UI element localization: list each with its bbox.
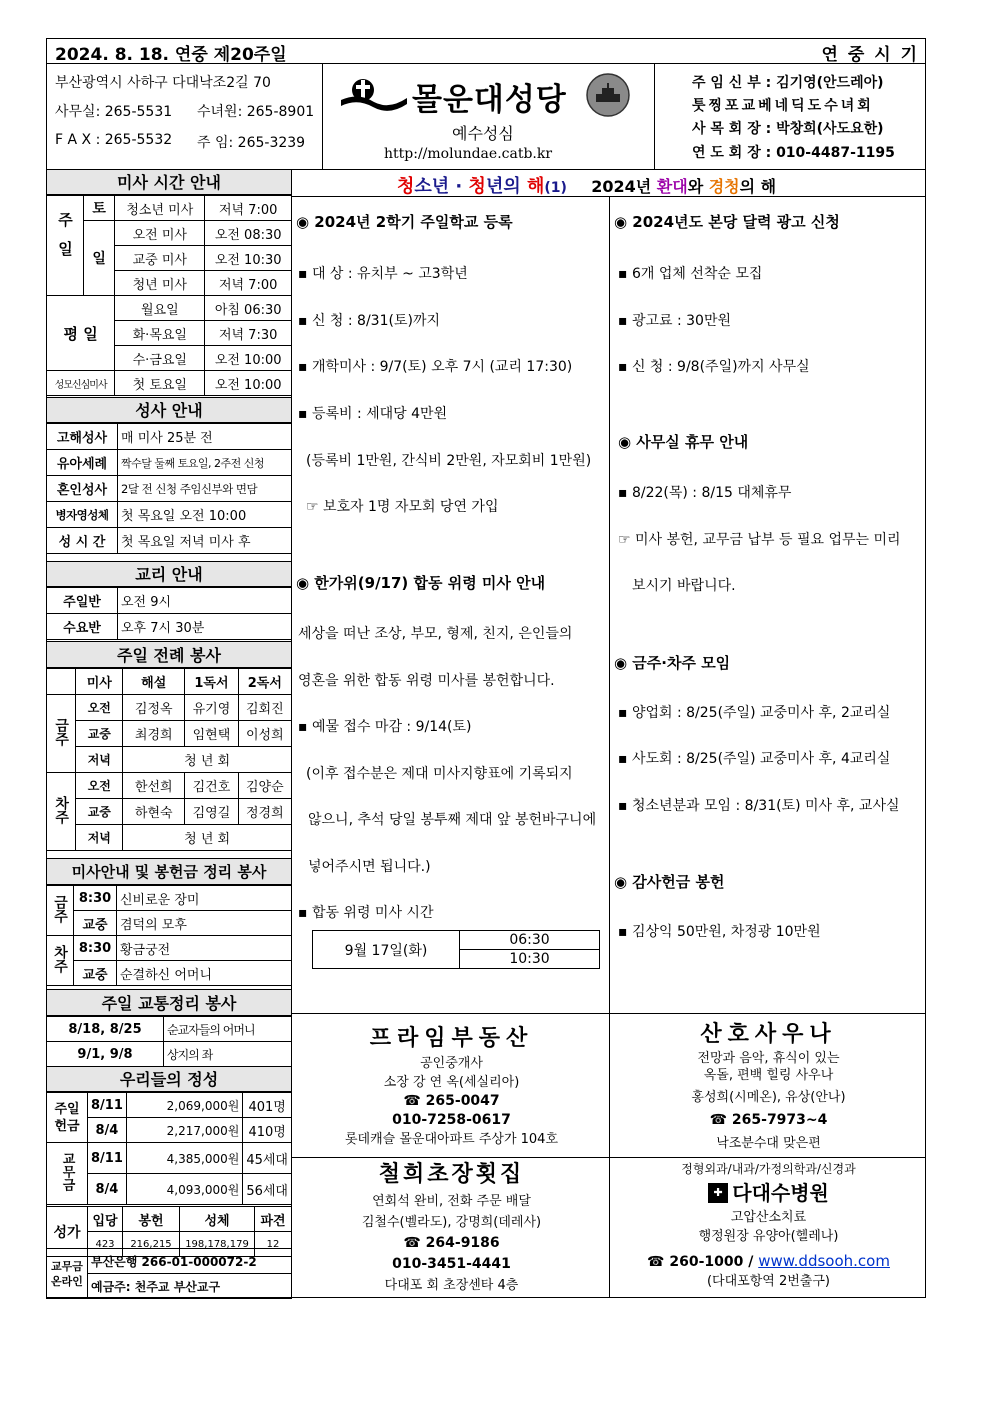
hospital-website-link[interactable]: www.ddsooh.com (758, 1251, 890, 1270)
sacrament-desc: 첫 목요일 저녁 미사 후 (118, 528, 292, 554)
notice-line: ▪ 6개 업체 선착순 모집 (618, 266, 763, 282)
sacrament-name: 유아세례 (47, 450, 118, 476)
liturgy-reader1: 유기영 (185, 695, 238, 721)
liturgy-mass: 교중 (76, 799, 123, 825)
mass-time-title: 미사 시간 안내 (46, 169, 292, 195)
liturgy-youth-group: 청 년 회 (123, 825, 292, 851)
notice-line: (이후 접수분은 제대 미사지향표에 기록되지 (306, 766, 573, 782)
liturgy-commentator: 김정옥 (123, 695, 185, 721)
mass-time: 오전 10:00 (205, 346, 292, 371)
mass-time: 오전 10:00 (205, 371, 292, 396)
calendar-ad-title: ◉ 2024년도 본당 달력 광고 신청 (614, 213, 840, 231)
sacrament-name: 혼인성사 (47, 476, 118, 502)
traffic-group: 순교자들의 어머니 (164, 1017, 292, 1042)
liturgy-head: 2독서 (238, 669, 291, 695)
liturgy-mass: 오전 (76, 773, 123, 799)
bank-account: 부산은행 266-01-000072-2 (88, 1249, 292, 1274)
guide-group: 황금궁전 (117, 936, 292, 961)
offering-table (46, 1092, 292, 1205)
offering-date: 8/11 (88, 1093, 127, 1118)
guide-group: 신비로운 장미 (117, 886, 292, 911)
next-week-label: 차주 (47, 936, 74, 986)
ad-title: 산호사우나 (700, 1022, 837, 1047)
blank-cell (47, 669, 76, 695)
ad-title: 철희초장횟집 (378, 1162, 525, 1187)
offering-date: 8/4 (88, 1118, 127, 1143)
next-week-label: 차주 (47, 773, 76, 851)
ad-sauna (609, 1013, 926, 1158)
liturgy-mass: 저녁 (76, 747, 123, 773)
traffic-date: 9/1, 9/8 (47, 1042, 164, 1067)
liturgy-commentator: 최경희 (123, 721, 185, 747)
account-holder: 예금주: 천주교 부산교구 (88, 1274, 292, 1299)
offering-title: 우리들의 정성 (46, 1066, 292, 1092)
mass-name: 교중 미사 (115, 246, 205, 271)
ad-line: 김철수(벨라도), 강명희(데레사) (361, 1215, 542, 1230)
notice-line: 않으니, 추석 당일 봉투째 제대 앞 봉헌바구니에 (308, 812, 597, 828)
notice-line: 영혼을 위한 합동 위령 미사를 봉헌합니다. (298, 673, 555, 689)
ad-line: 전망과 음악, 휴식이 있는 (697, 1051, 840, 1066)
choir-head: 입당 (88, 1207, 123, 1232)
liturgy-mass: 오전 (76, 695, 123, 721)
ad-line: 롯데캐슬 몰운대아파트 주상가 104호 (344, 1132, 559, 1147)
offering-date: 8/11 (88, 1143, 127, 1174)
notice-line: ▪ 청소년분과 모임 : 8/31(토) 미사 후, 교사실 (618, 798, 900, 814)
this-week-label: 금주 (47, 695, 76, 773)
guide-mass: 8:30 (74, 936, 117, 961)
liturgy-table (46, 668, 292, 851)
mass-time: 오전 08:30 (205, 221, 292, 246)
mass-name: 수·금요일 (115, 346, 205, 371)
mass-time: 저녁 7:00 (205, 271, 292, 296)
liturgy-head: 해설 (123, 669, 185, 695)
ad-phone: ☎ 265-0047 (403, 1093, 500, 1109)
liturgy-title: 주일 전례 봉사 (46, 641, 292, 668)
choir-value: 216,215 (123, 1232, 180, 1257)
sacrament-table (46, 423, 292, 554)
hospital-name-row (610, 1179, 927, 1208)
liturgy-youth-group: 청 년 회 (123, 747, 292, 773)
guide-mass: 교중 (74, 911, 117, 936)
rectory-phone: 주 임: 265-3239 (197, 135, 306, 151)
mass-time: 아침 06:30 (205, 296, 292, 321)
traffic-group: 상지의 좌 (164, 1042, 292, 1067)
notice-line: ☞ 보호자 1명 자모회 당연 가입 (306, 499, 499, 515)
liturgy-mass: 교중 (76, 721, 123, 747)
notice-line: ▪ 8/22(목) : 8/15 대체휴무 (618, 485, 792, 501)
offering-count: 56세대 (243, 1174, 292, 1205)
info-block (46, 63, 926, 170)
middle-notice-column (291, 196, 610, 1014)
notice-line: 세상을 떠난 조상, 부모, 형제, 친지, 은인들의 (298, 626, 573, 642)
ad-phone: ☎ 265-7973~4 (709, 1112, 828, 1128)
notice-line: ▪ 예물 접수 마감 : 9/14(토) (298, 719, 472, 735)
office-closure-title: ◉ 사무실 휴무 안내 (618, 433, 749, 451)
notice-line: ▪ 광고료 : 30만원 (618, 313, 731, 329)
guide-group: 겸덕의 모후 (117, 911, 292, 936)
choir-head: 봉헌 (123, 1207, 180, 1232)
office-phone: 사무실: 265-5531 (55, 104, 173, 120)
church-emblem-icon (585, 72, 631, 118)
ad-line: 연회석 완비, 전화 주문 배달 (372, 1194, 531, 1209)
ad-hospital (609, 1157, 926, 1298)
divider (654, 63, 655, 170)
ad-line: 홍성희(시메온), 유상(안나) (691, 1090, 846, 1105)
church-patron: 예수성심 (452, 124, 514, 143)
banner-text: 청소년 · 청년의 해(1) 2024년 환대와 경청의 해 (397, 176, 777, 197)
youth-leader-info: 연 도 회 장 : 010-4487-1195 (692, 145, 895, 161)
notice-line: 보시기 바랍니다. (632, 578, 736, 594)
ad-phone: ☎ 260-1000 / (647, 1253, 759, 1270)
mass-name: 첫 토요일 (115, 371, 205, 396)
catechism-class: 주일반 (47, 588, 118, 614)
ad-title: 다대수병원 (732, 1181, 829, 1205)
sacrament-desc: 매 미사 25분 전 (118, 424, 292, 450)
ad-line: 공인중개사 (420, 1056, 483, 1071)
offering-count: 410명 (243, 1118, 292, 1143)
liturgy-head: 1독서 (185, 669, 238, 695)
ad-phone: ☎ 264-9186 (403, 1235, 500, 1251)
ad-line: (다대포항역 2번출구) (706, 1273, 830, 1289)
online-table (46, 1248, 292, 1299)
dues-label: 교무금 (47, 1143, 88, 1205)
notice-line: ▪ 신 청 : 9/8(주일)까지 사무실 (618, 359, 810, 375)
notice-line: ▪ 등록비 : 세대당 4만원 (298, 406, 448, 422)
mass-name: 월요일 (115, 296, 205, 321)
weekday-label: 평 일 (47, 296, 115, 371)
ad-line: 정형외과/내과/가정의학과/신경과 (681, 1162, 856, 1176)
catechism-class: 수요반 (47, 614, 118, 640)
catechism-table (46, 587, 292, 640)
ad-phone: 010-7258-0617 (392, 1112, 511, 1128)
online-label: 교무금 온라인 (47, 1249, 88, 1299)
offering-count: 45세대 (243, 1143, 292, 1174)
pastor-info: 주 임 신 부 : 김기영(안드레아) (692, 75, 884, 91)
choir-head: 성체 (180, 1207, 255, 1232)
this-week-label: 금주 (47, 886, 74, 936)
catechism-time: 오후 7시 30분 (118, 614, 292, 640)
liturgy-reader1: 김영길 (185, 799, 238, 825)
offering-amount: 4,093,000원 (126, 1174, 242, 1205)
liturgy-commentator: 하현숙 (123, 799, 185, 825)
guide-title: 미사안내 및 봉헌금 정리 봉사 (46, 858, 292, 885)
meeting-title: ◉ 금주·차주 모임 (614, 654, 731, 672)
guide-mass: 8:30 (74, 886, 117, 911)
header-bar (46, 38, 926, 64)
traffic-date: 8/18, 8/25 (47, 1017, 164, 1042)
sacrament-name: 고해성사 (47, 424, 118, 450)
church-url[interactable]: http://molundae.catb.kr (384, 146, 553, 162)
church-name: 몰운대성당 (412, 82, 567, 118)
mass-name: 청년 미사 (115, 271, 205, 296)
guide-group: 순결하신 어머니 (117, 961, 292, 986)
ad-title: 프라임부동산 (369, 1026, 534, 1051)
ad-line: 다대포 회 초장센타 4층 (384, 1278, 519, 1293)
catechism-time: 오전 9시 (118, 588, 292, 614)
liturgy-commentator: 한선희 (123, 773, 185, 799)
mass-time: 오전 10:30 (205, 246, 292, 271)
sunday-label: 주일 (47, 196, 84, 296)
liturgy-reader1: 임현택 (185, 721, 238, 747)
liturgy-reader2: 정경희 (238, 799, 291, 825)
ad-real-estate (291, 1013, 610, 1158)
liturgy-head: 미사 (76, 669, 123, 695)
notice-line: ▪ 합동 위령 미사 시간 (298, 905, 434, 921)
nuns-phone: 수녀원: 265-8901 (197, 104, 315, 120)
ad-line: 소장 강 연 옥(세실리아) (383, 1075, 520, 1090)
hospital-logo-icon: ✚ (708, 1183, 728, 1203)
choir-label: 성가 (47, 1207, 88, 1257)
memorial-time: 06:30 (460, 931, 600, 950)
notice-line: ▪ 양업회 : 8/25(주일) 교중미사 후, 2교리실 (618, 705, 891, 721)
choir-value: 198,178,179 (180, 1232, 255, 1257)
ad-line: 옥돌, 편백 힐링 사우나 (703, 1068, 834, 1083)
offering-date: 8/4 (88, 1174, 127, 1205)
offering-amount: 2,217,000원 (126, 1118, 242, 1143)
church-logo-icon (339, 74, 409, 114)
sisters-info: 툿찡포교베네딕도수녀회 (692, 98, 874, 114)
memorial-time-table (312, 930, 600, 969)
notice-line: ▪ 사도회 : 8/25(주일) 교중미사 후, 4교리실 (618, 751, 891, 767)
liturgy-reader2: 이성희 (238, 721, 291, 747)
liturgical-season: 연 중 시 기 (821, 45, 919, 65)
sacrament-name: 성 시 간 (47, 528, 118, 554)
catechism-title: 교리 안내 (46, 561, 292, 587)
ad-line: 고압산소치료 (730, 1209, 807, 1225)
mass-name: 청소년 미사 (115, 196, 205, 221)
mass-name: 화·목요일 (115, 321, 205, 346)
mass-time-table (46, 195, 292, 396)
sacrament-desc: 짝수달 둘째 토요일, 2주전 신청 (118, 450, 292, 476)
notice-line: 넣어주시면 됩니다.) (308, 859, 431, 875)
mass-time: 저녁 7:30 (205, 321, 292, 346)
divider (322, 63, 323, 170)
notice-line: ☞ 미사 봉헌, 교무금 납부 등 필요 업무는 미리 (618, 532, 901, 548)
notice-line: ▪ 대 상 : 유치부 ~ 고3학년 (298, 266, 468, 282)
sacrament-title: 성사 안내 (46, 397, 292, 423)
mass-name: 오전 미사 (115, 221, 205, 246)
notice-line: ▪ 신 청 : 8/31(토)까지 (298, 313, 440, 329)
choir-value: 423 (88, 1232, 123, 1257)
ad-phone: 010-3451-4441 (392, 1256, 511, 1272)
mass-time: 저녁 7:00 (205, 196, 292, 221)
fax-number: F A X : 265-5532 (55, 132, 173, 148)
ad-line: 행정원장 유양아(헬레나) (698, 1228, 839, 1244)
liturgy-reader2: 김양순 (238, 773, 291, 799)
offering-amount: 4,385,000원 (126, 1143, 242, 1174)
memorial-date: 9월 17일(화) (313, 931, 460, 969)
traffic-title: 주일 교통정리 봉사 (46, 989, 292, 1016)
address: 부산광역시 사하구 다대낙조2길 70 (55, 75, 271, 91)
sacrament-desc: 2달 전 신청 주임신부와 면담 (118, 476, 292, 502)
liturgy-mass: 저녁 (76, 825, 123, 851)
bulletin-date: 2024. 8. 18. 연중 제20주일 (55, 45, 287, 65)
notice-line: ▪ 개학미사 : 9/7(토) 오후 7시 (교리 17:30) (298, 359, 573, 375)
first-saturday-label: 성모신심미사 (47, 371, 115, 396)
liturgy-reader1: 김건호 (185, 773, 238, 799)
guide-mass: 교중 (74, 961, 117, 986)
hospital-contact-row (610, 1252, 927, 1272)
bulletin-page (46, 38, 926, 1298)
sacrament-desc: 첫 목요일 오전 10:00 (118, 502, 292, 528)
liturgy-reader2: 김회진 (238, 695, 291, 721)
right-notice-column (609, 196, 926, 1014)
sunday-offering-label: 주일헌금 (47, 1093, 88, 1143)
offering-count: 401명 (243, 1093, 292, 1118)
notice-line: (등록비 1만원, 간식비 2만원, 자모회비 1만원) (306, 453, 592, 469)
guide-table (46, 885, 292, 986)
council-info: 사 목 회 장 : 박창희(사도요한) (692, 121, 884, 137)
saturday-label: 토 (84, 196, 115, 221)
memorial-time: 10:30 (460, 950, 600, 969)
notice-line: ▪ 김상익 50만원, 차정광 10만원 (618, 924, 821, 940)
sacrament-name: 병자영성체 (47, 502, 118, 528)
year-banner (291, 169, 926, 197)
ad-restaurant (291, 1157, 610, 1298)
choir-head: 파견 (255, 1207, 292, 1232)
traffic-table (46, 1016, 292, 1067)
ad-line: 낙조분수대 맞은편 (716, 1136, 821, 1151)
sunday-day-label: 일 (84, 221, 115, 296)
offering-amount: 2,069,000원 (126, 1093, 242, 1118)
thanks-offering-title: ◉ 감사헌금 봉헌 (614, 873, 725, 891)
registration-title: ◉ 2024년 2학기 주일학교 등록 (296, 213, 513, 231)
choir-value: 12 (255, 1232, 292, 1257)
memorial-title: ◉ 한가위(9/17) 합동 위령 미사 안내 (296, 574, 546, 592)
